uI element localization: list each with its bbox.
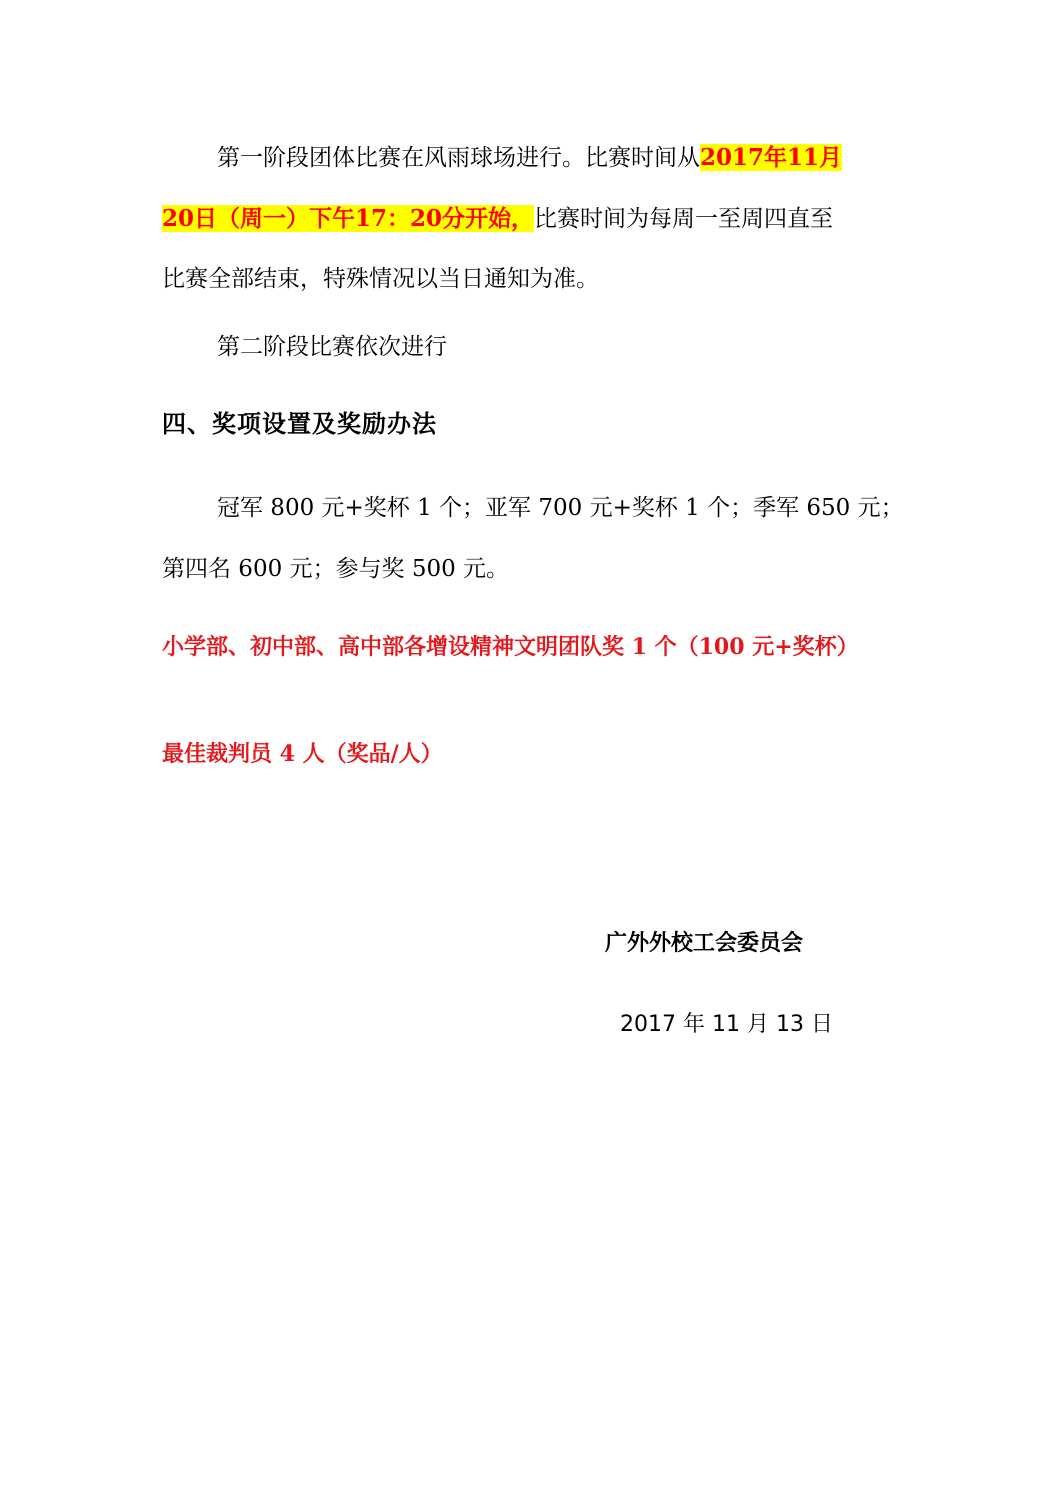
- stage1-time-highlight: 20日（周一）下午17：20分开始，: [162, 205, 535, 232]
- signature-org: 广外外校工会委员会: [605, 931, 804, 956]
- section4-heading: 四、奖项设置及奖励办法: [162, 410, 437, 438]
- stage1-line-3: 比赛全部结束，特殊情况以当日通知为准。: [162, 266, 599, 292]
- stage1-line2-text: 比赛时间为每周一至周四直至: [534, 206, 834, 232]
- referee-award-text: 最佳裁判员 4 人（奖品/人）: [162, 741, 443, 767]
- stage2-text: 第二阶段比赛依次进行: [217, 334, 447, 360]
- stage1-date-highlight: 2017年11月: [700, 144, 843, 171]
- stage1-line-1: [162, 127, 902, 188]
- stage1-paragraph: [162, 127, 902, 310]
- signature-date: 2017 年 11 月 13 日: [620, 1012, 833, 1037]
- prizes-line-1: 冠军 800 元+奖杯 1 个；亚军 700 元+奖杯 1 个；季军 650 元；: [217, 495, 904, 521]
- prizes-line-2: 第四名 600 元；参与奖 500 元。: [162, 556, 510, 582]
- stage1-line1-text: 第一阶段团体比赛在风雨球场进行。比赛时间从: [217, 145, 700, 171]
- prizes-paragraph: [162, 478, 902, 600]
- stage2-paragraph: [162, 317, 902, 378]
- stage1-line-2: [162, 188, 902, 249]
- extra-award-text: 小学部、初中部、高中部各增设精神文明团队奖 1 个（100 元+奖杯）: [162, 634, 859, 660]
